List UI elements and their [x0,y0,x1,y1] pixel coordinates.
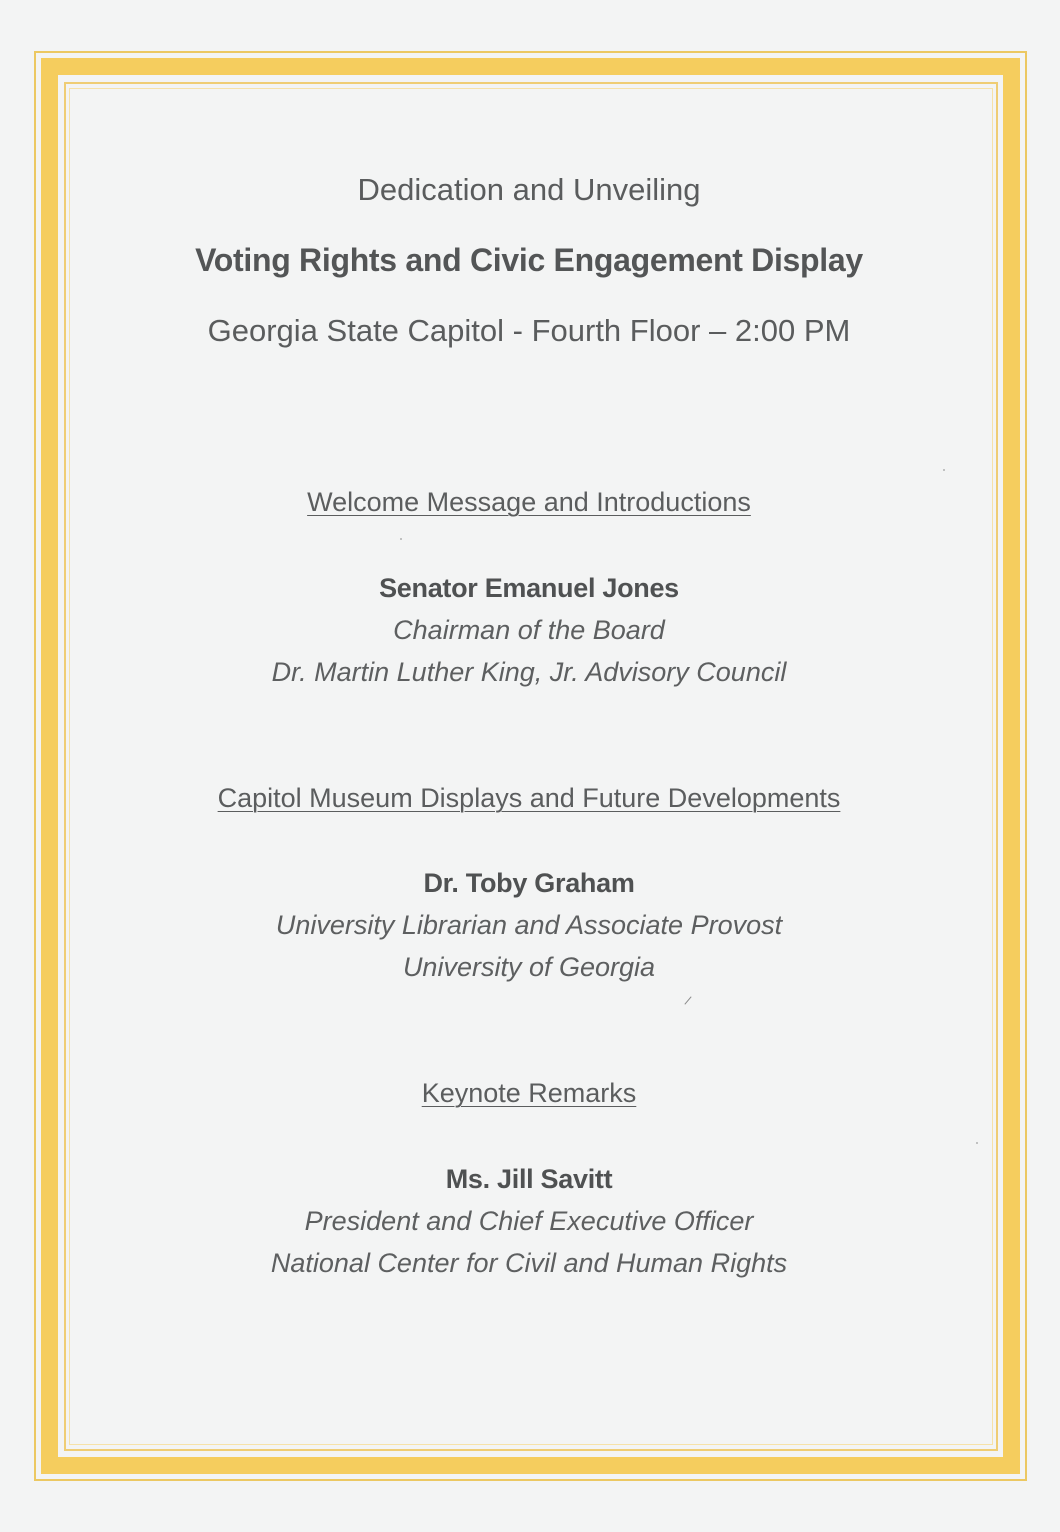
scan-speck [400,538,402,540]
scan-speck [976,1142,978,1144]
display-title: Voting Rights and Civic Engagement Display [195,242,863,278]
speaker-title: Chairman of the Board [393,615,665,645]
speaker-name: Dr. Toby Graham [423,868,635,898]
location-time: Georgia State Capitol - Fourth Floor – 2:00 PM [207,313,851,348]
section-title-welcome: Welcome Message and Introductions [307,487,751,517]
section-title-museum: Capitol Museum Displays and Future Developments [217,783,841,813]
scan-speck [943,469,945,471]
speaker-organization: National Center for Civil and Human Rights [270,1248,788,1278]
speaker-title: University Librarian and Associate Provost [275,910,783,940]
speaker-organization: Dr. Martin Luther King, Jr. Advisory Council [271,657,787,687]
speaker-title: President and Chief Executive Officer [304,1206,754,1236]
speaker-name: Senator Emanuel Jones [379,573,679,603]
speaker-name: Ms. Jill Savitt [445,1164,613,1194]
speaker-organization: University of Georgia [402,952,656,982]
section-title-keynote: Keynote Remarks [421,1078,637,1108]
inner-border-hairline [69,88,993,1445]
event-type-title: Dedication and Unveiling [357,172,701,207]
